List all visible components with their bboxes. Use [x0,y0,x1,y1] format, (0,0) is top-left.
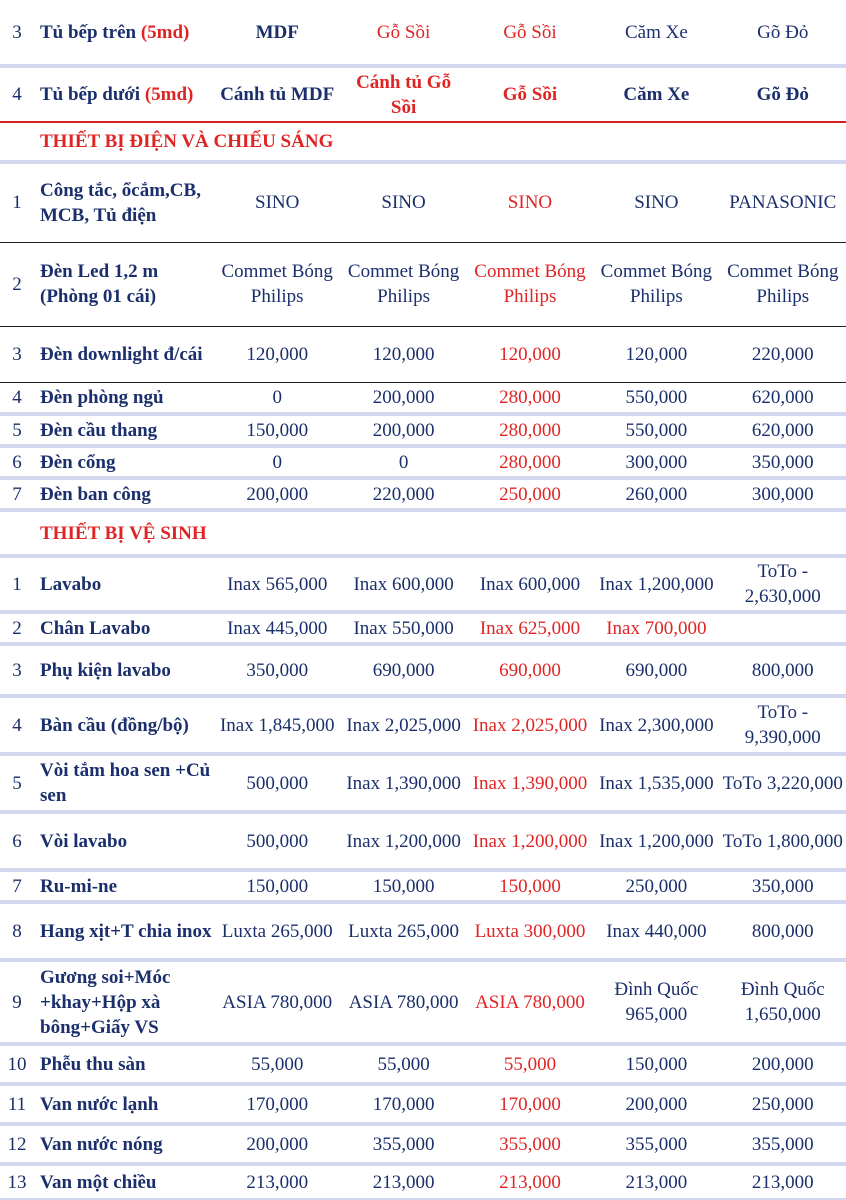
package-2-value: 120,000 [372,343,435,365]
table-row [0,326,846,382]
package-5-value: ToTo 3,220,000 [722,772,843,794]
package-4-value: 250,000 [625,875,688,897]
package-3-value: 120,000 [499,343,561,365]
item-name-qty: (5md) [140,21,190,43]
package-5-value: Đình Quốc 1,650,000 [740,979,825,1025]
package-5-value: 300,000 [751,483,814,505]
package-2-value: 150,000 [372,875,435,897]
package-1-value: 0 [272,451,282,473]
row-number: 7 [12,483,22,505]
item-name [34,754,214,812]
row-number: 3 [12,343,22,365]
row-number: 13 [7,1171,27,1193]
package-5-value [720,612,846,644]
package-2-value: 355,000 [372,1133,435,1155]
item-name [34,960,214,1044]
item-name [34,696,214,754]
table-row [0,446,846,478]
package-5-value: 355,000 [751,1133,814,1155]
package-4-value: Inax 2,300,000 [599,714,714,736]
item-name [34,414,214,446]
item-name-text: Đèn phòng ngủ [40,386,164,408]
package-3-value: 150,000 [499,875,561,897]
item-name [34,382,214,414]
item-name-text: Chân Lavabo [40,617,151,639]
item-name [34,812,214,870]
table-row [0,812,846,870]
section-title: THIẾT BỊ ĐIỆN VÀ CHIẾU SÁNG [40,131,334,152]
section-header-row [0,510,846,556]
package-3-value: 55,000 [503,1053,557,1075]
package-3-value: 280,000 [499,451,561,473]
package-2-value: Inax 550,000 [353,617,454,639]
package-3-value: 280,000 [499,419,561,441]
package-1-value: 200,000 [246,1133,309,1155]
package-3-value: 213,000 [499,1171,561,1193]
item-name-text: Đèn ban công [40,483,151,505]
row-number: 1 [12,573,22,595]
package-2-value: Gỗ Sồi [376,21,431,43]
package-1-value: SINO [255,192,300,214]
item-name-text: Công tắc, ổcắm,CB, MCB, Tủ điện [40,179,201,226]
package-5-value: PANASONIC [729,192,837,214]
package-2-value: Cánh tủ Gỗ Sồi [356,71,452,118]
package-4-value: Căm Xe [624,21,688,43]
item-name [34,1084,214,1124]
package-1-value: 213,000 [246,1171,309,1193]
package-2-value: Inax 600,000 [353,573,454,595]
table-row [0,0,846,66]
package-4-value: Inax 700,000 [606,617,707,639]
row-number: 2 [12,273,22,295]
package-2-value: 220,000 [372,483,435,505]
item-name-text: Đèn cổng [40,451,116,473]
package-1-value: Cánh tủ MDF [220,84,335,105]
package-3-value: 355,000 [499,1133,561,1155]
package-4-value: Inax 1,535,000 [599,772,714,794]
item-name [34,1124,214,1164]
package-4-value: 260,000 [625,483,688,505]
package-2-value: 200,000 [372,386,435,408]
package-2-value: 0 [398,451,409,473]
table-row [0,478,846,510]
package-2-value: 690,000 [372,659,435,681]
package-3-value: SINO [507,192,553,214]
item-name [34,326,214,382]
package-1-value: 0 [272,386,282,408]
package-1-value: 500,000 [246,830,309,852]
item-name [34,478,214,510]
package-1-value: 200,000 [246,483,309,505]
row-number: 4 [12,386,22,408]
row-number: 7 [12,875,22,897]
package-3-value: 170,000 [499,1093,561,1115]
package-3-value: Inax 1,200,000 [472,830,588,852]
item-name [34,162,214,242]
table-row [0,754,846,812]
item-name [34,66,214,122]
package-5-value: 200,000 [751,1053,814,1075]
item-name-text: Bàn cầu (đồng/bộ) [40,714,189,736]
item-name-text: Hang xịt+T chia inox [40,920,212,942]
table-row [0,612,846,644]
package-5-value: ToTo 1,800,000 [722,830,843,852]
item-name-text: Van nước lạnh [40,1093,159,1115]
section-header-row [0,122,846,162]
item-name [34,1044,214,1084]
row-number: 6 [12,830,22,852]
package-2-value: 200,000 [372,419,435,441]
package-4-value: 690,000 [625,659,688,681]
package-3-value: Inax 625,000 [479,617,581,639]
item-name-text: Đèn Led 1,2 m (Phòng 01 cái) [40,261,159,307]
item-name-text: Van nước nóng [40,1133,163,1155]
row-number: 4 [12,714,22,736]
package-1-value: 55,000 [251,1053,304,1075]
package-1-value: 150,000 [246,875,309,897]
package-4-value: Inax 1,200,000 [599,830,714,852]
package-1-value: Commet Bóng Philips [221,261,333,307]
package-3-value: Gỗ Sồi [502,84,558,105]
package-5-value: Commet Bóng Philips [727,261,839,307]
package-1-value: 170,000 [246,1093,309,1115]
item-name [34,902,214,960]
item-name-text: Van một chiều [40,1171,157,1193]
package-5-value: 350,000 [751,451,814,473]
item-name [34,1164,214,1200]
table-row [0,1084,846,1124]
package-4-value: Commet Bóng Philips [600,261,713,307]
package-3-value: Inax 2,025,000 [472,714,588,736]
package-1-value: 350,000 [246,659,309,681]
package-5-value: 800,000 [751,920,814,942]
package-4-value: Căm Xe [623,84,690,105]
row-number: 11 [7,1093,27,1115]
package-3-value: Commet Bóng Philips [474,261,586,307]
table-row [0,902,846,960]
package-2-value: 55,000 [377,1053,430,1075]
row-number: 3 [12,659,22,681]
package-1-value: 500,000 [246,772,309,794]
package-4-value: 213,000 [625,1171,688,1193]
package-4-value: 300,000 [625,451,688,473]
row-number: 2 [12,617,22,639]
row-number: 10 [7,1053,27,1075]
item-name-text: Ru-mi-ne [40,875,118,897]
row-number: 1 [12,192,22,214]
item-name-text: Vòi tắm hoa sen +Củ sen [40,760,211,806]
item-name-text: Gương soi+Móc +khay+Hộp xà bông+Giấy VS [40,966,171,1038]
package-1-value: Inax 565,000 [227,573,328,595]
package-2-value: ASIA 780,000 [348,991,459,1013]
package-1-value: ASIA 780,000 [222,991,333,1013]
package-3-value: 690,000 [499,659,561,681]
row-number: 3 [12,21,22,43]
table-row [0,1044,846,1084]
package-3-value: Luxta 300,000 [474,920,586,942]
package-2-value: Inax 2,025,000 [346,714,461,736]
item-name-text: Phễu thu sàn [40,1053,146,1075]
table-row [0,1124,846,1164]
package-4-value: 550,000 [625,386,688,408]
package-2-value: Commet Bóng Philips [347,261,460,307]
item-name [34,242,214,326]
package-4-value: SINO [634,192,679,214]
package-4-value: 355,000 [625,1133,688,1155]
table-row [0,870,846,902]
item-name-text: Tủ bếp trên [40,21,141,43]
package-5-value: 350,000 [751,875,814,897]
row-number: 8 [12,920,22,942]
table-row [0,960,846,1044]
package-5-value: ToTo - 9,390,000 [744,702,821,748]
package-1-value: 120,000 [246,343,309,365]
package-4-value: 550,000 [625,419,688,441]
package-4-value: 120,000 [625,343,688,365]
item-name [34,0,214,66]
package-1-value: Inax 445,000 [227,617,328,639]
item-name [34,612,214,644]
item-name-text: Phụ kiện lavabo [40,659,171,681]
section-title: THIẾT BỊ VỆ SINH [40,522,207,544]
package-2-value: 170,000 [372,1093,435,1115]
package-5-value: 250,000 [751,1093,814,1115]
row-number: 12 [7,1133,27,1155]
package-5-value: 213,000 [751,1171,814,1193]
package-5-value: 220,000 [751,343,814,365]
item-name [34,644,214,696]
item-name-text: Đèn cầu thang [40,419,158,441]
package-3-value: Gỗ Sồi [503,21,557,43]
item-name-text: Lavabo [40,573,102,595]
table-row [0,242,846,326]
package-5-value: 620,000 [751,386,814,408]
table-row [0,162,846,242]
item-name [34,870,214,902]
row-number: 6 [12,451,22,473]
package-3-value: 250,000 [499,483,561,505]
package-5-value: 620,000 [751,419,814,441]
row-number: 5 [12,772,22,794]
table-row [0,644,846,696]
item-name-text: Vòi lavabo [40,830,128,852]
table-row [0,66,846,122]
package-5-value: 800,000 [751,659,814,681]
package-2-value: SINO [381,192,426,214]
package-3-value: Inax 600,000 [479,573,581,595]
package-3-value: ASIA 780,000 [475,991,585,1013]
package-1-value: MDF [255,21,299,43]
item-name [34,556,214,612]
package-4-value: 150,000 [625,1053,688,1075]
item-name [34,446,214,478]
package-5-value: ToTo - 2,630,000 [744,561,821,607]
package-1-value: Luxta 265,000 [221,920,333,942]
table-row [0,414,846,446]
package-4-value: 200,000 [625,1093,688,1115]
package-2-value: Inax 1,200,000 [346,830,461,852]
package-4-value: Inax 440,000 [606,920,707,942]
package-1-value: Inax 1,845,000 [219,714,335,736]
package-2-value: Luxta 265,000 [348,920,459,942]
package-2-value: Inax 1,390,000 [346,772,461,794]
package-2-value: 213,000 [372,1171,435,1193]
table-row [0,556,846,612]
item-name-text: Đèn downlight đ/cái [40,343,203,365]
table-row [0,382,846,414]
package-1-value: 150,000 [246,419,309,441]
table-row [0,696,846,754]
row-number: 4 [12,84,22,105]
package-3-value: Inax 1,390,000 [472,772,588,794]
package-5-value: Gõ Đỏ [757,21,809,43]
row-number: 9 [12,991,22,1013]
item-name-qty: (5md) [144,84,194,105]
table-row [0,1164,846,1200]
package-5-value: Gõ Đỏ [756,84,809,105]
package-4-value: Đình Quốc 965,000 [614,979,699,1025]
package-4-value: Inax 1,200,000 [599,573,714,595]
item-name-text: Tủ bếp dưới [40,84,145,105]
package-3-value: 280,000 [499,386,561,408]
row-number: 5 [12,419,22,441]
